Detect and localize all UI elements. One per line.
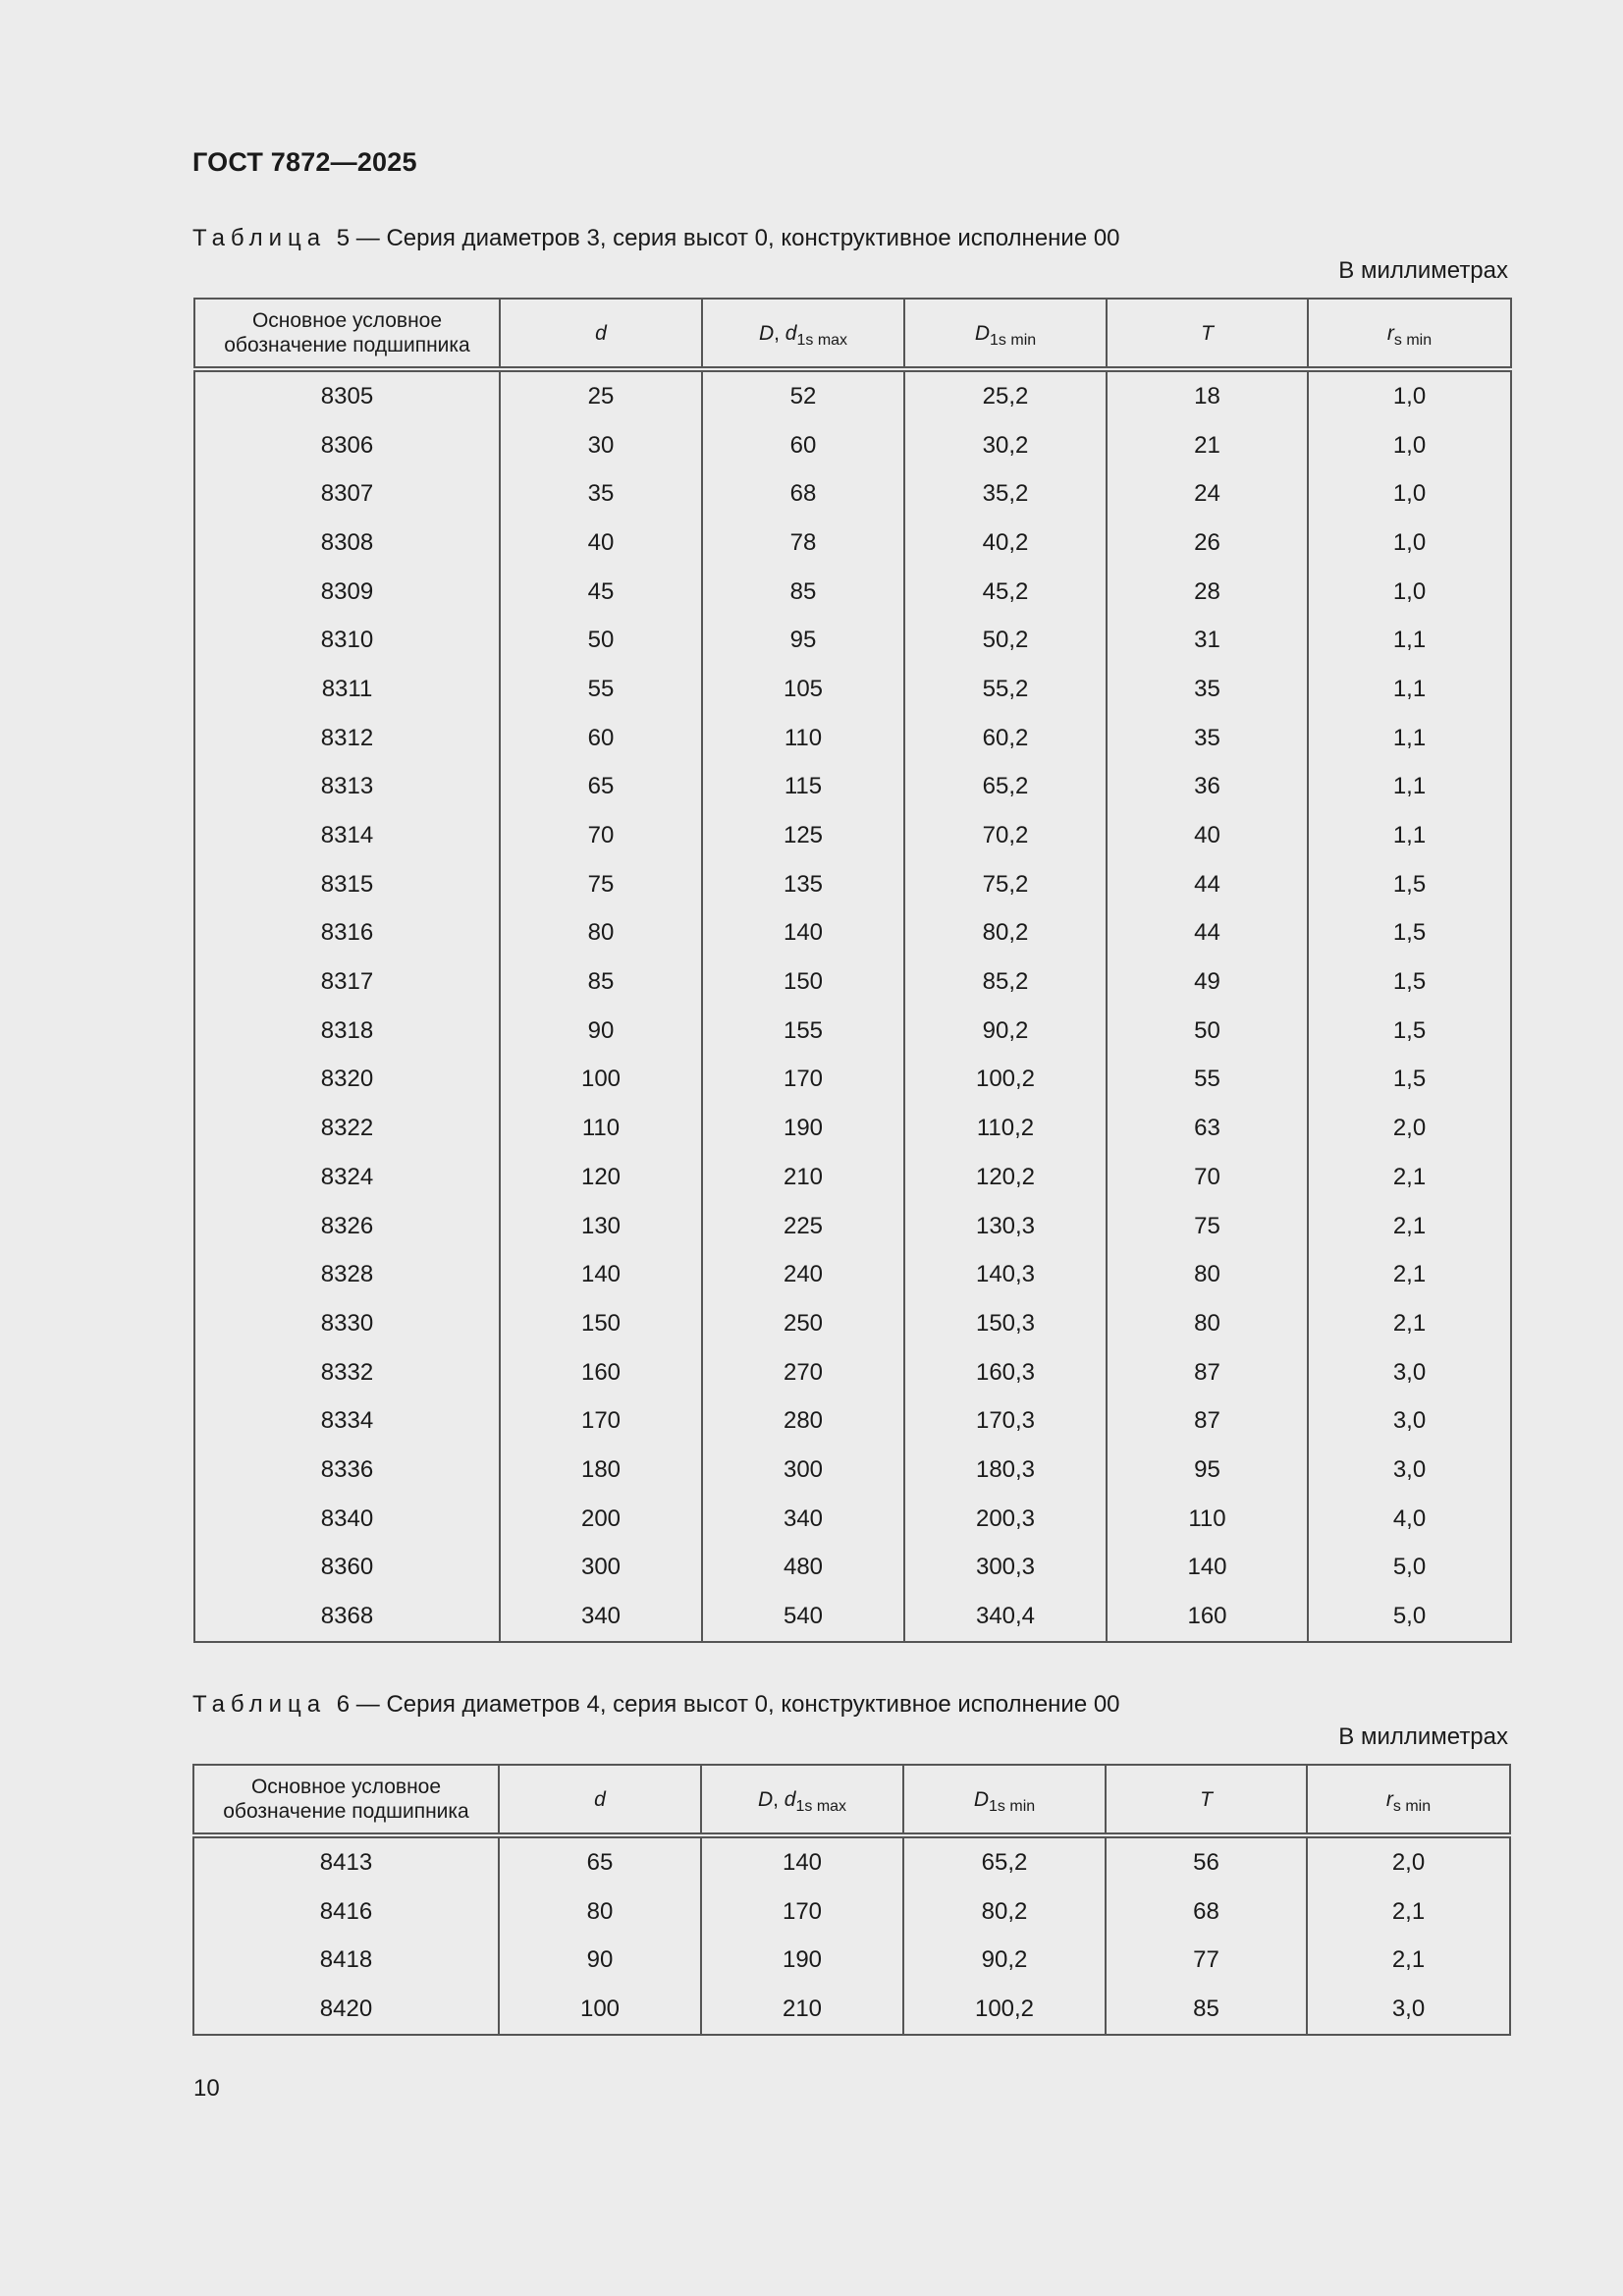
table-row — [193, 1835, 1510, 1887]
table-cell: 1,1 — [1308, 714, 1511, 763]
table-cell: 180 — [500, 1446, 702, 1495]
table-row — [194, 1544, 1511, 1593]
table-cell: 30 — [500, 421, 702, 470]
table-cell: 1,5 — [1308, 957, 1511, 1007]
table-6 — [192, 1764, 1511, 2036]
table-row — [194, 1348, 1511, 1397]
table-row — [193, 1936, 1510, 1985]
table-cell: 80 — [1107, 1250, 1308, 1299]
table-cell: 1,0 — [1308, 469, 1511, 519]
table-cell: 200,3 — [904, 1495, 1107, 1544]
table-cell: 250 — [702, 1299, 904, 1348]
table-6-caption-label: Таблица — [192, 1691, 327, 1718]
table-cell: 190 — [702, 1104, 904, 1153]
table-row — [194, 1250, 1511, 1299]
table-cell: 8420 — [193, 1985, 499, 2035]
table-cell: 56 — [1106, 1835, 1307, 1887]
table-cell: 35 — [500, 469, 702, 519]
table-cell: 8340 — [194, 1495, 500, 1544]
table-cell: 1,1 — [1308, 811, 1511, 860]
table-cell: 8306 — [194, 421, 500, 470]
table-row — [194, 1007, 1511, 1056]
table-cell: 8418 — [193, 1936, 499, 1985]
table-cell: 8316 — [194, 909, 500, 958]
table-cell: 65 — [499, 1835, 701, 1887]
table-cell: 18 — [1107, 369, 1308, 421]
table-cell: 1,5 — [1308, 1056, 1511, 1105]
table-cell: 60 — [702, 421, 904, 470]
table-cell: 50 — [500, 616, 702, 665]
table-cell: 2,1 — [1308, 1202, 1511, 1251]
table-cell: 200 — [500, 1495, 702, 1544]
table-cell: 180,3 — [904, 1446, 1107, 1495]
document-header: ГОСТ 7872—2025 — [192, 147, 417, 177]
table-cell: 65,2 — [904, 763, 1107, 812]
table-cell: 160,3 — [904, 1348, 1107, 1397]
table-row — [194, 1104, 1511, 1153]
table-cell: 8322 — [194, 1104, 500, 1153]
table-cell: 2,1 — [1308, 1153, 1511, 1202]
page-number: 10 — [193, 2075, 220, 2102]
table-cell: 8313 — [194, 763, 500, 812]
table-cell: 1,1 — [1308, 665, 1511, 714]
table-cell: 480 — [702, 1544, 904, 1593]
table-cell: 26 — [1107, 519, 1308, 568]
col-header-d: d — [500, 299, 702, 369]
table-cell: 1,0 — [1308, 421, 1511, 470]
table-row — [194, 369, 1511, 421]
col-header-D-d1s-max: D, $d_{1s max}$ — [701, 1765, 903, 1835]
table-cell: 8326 — [194, 1202, 500, 1251]
table-row — [194, 1495, 1511, 1544]
table-cell: 40 — [500, 519, 702, 568]
table-cell: 2,0 — [1308, 1104, 1511, 1153]
table-cell: 8314 — [194, 811, 500, 860]
table-cell: 55 — [1107, 1056, 1308, 1105]
table-cell: 25,2 — [904, 369, 1107, 421]
col-header-designation — [194, 299, 500, 369]
table-cell: 1,5 — [1308, 909, 1511, 958]
table-cell: 2,1 — [1308, 1299, 1511, 1348]
table-cell: 95 — [702, 616, 904, 665]
col-header-designation-text: Основное условное обозначение подшипника — [224, 309, 470, 356]
table-cell: 110 — [500, 1104, 702, 1153]
table-cell: 3,0 — [1308, 1396, 1511, 1446]
table-cell: 75 — [500, 860, 702, 909]
table-cell: 8334 — [194, 1396, 500, 1446]
table-cell: 8320 — [194, 1056, 500, 1105]
table-cell: 1,0 — [1308, 369, 1511, 421]
table-cell: 35 — [1107, 665, 1308, 714]
table-cell: 55 — [500, 665, 702, 714]
table-cell: 85,2 — [904, 957, 1107, 1007]
table-cell: 90,2 — [904, 1007, 1107, 1056]
col-header-D1s-min: $D_{1s min}$ — [904, 299, 1107, 369]
col-header-D1s-min: $D_{1s min}$ — [903, 1765, 1106, 1835]
table-row — [194, 469, 1511, 519]
table-cell: 1,1 — [1308, 763, 1511, 812]
table-cell: 60 — [500, 714, 702, 763]
table-cell: 140 — [701, 1835, 903, 1887]
table-cell: 150 — [702, 957, 904, 1007]
table-cell: 210 — [701, 1985, 903, 2035]
table-cell: 8309 — [194, 568, 500, 617]
table-cell: 31 — [1107, 616, 1308, 665]
table-cell: 8308 — [194, 519, 500, 568]
table-cell: 170,3 — [904, 1396, 1107, 1446]
table-cell: 8305 — [194, 369, 500, 421]
table-cell: 90 — [499, 1936, 701, 1985]
table-cell: 28 — [1107, 568, 1308, 617]
table-cell: 140 — [702, 909, 904, 958]
table-5 — [193, 298, 1512, 1643]
table-cell: 80 — [499, 1887, 701, 1937]
table-row — [194, 763, 1511, 812]
table-cell: 45,2 — [904, 568, 1107, 617]
table-5-caption-label: Таблица — [192, 225, 327, 251]
table-cell: 44 — [1107, 860, 1308, 909]
table-cell: 140,3 — [904, 1250, 1107, 1299]
table-cell: 8330 — [194, 1299, 500, 1348]
table-row — [194, 1299, 1511, 1348]
table-cell: 40 — [1107, 811, 1308, 860]
table-cell: 1,5 — [1308, 860, 1511, 909]
table-cell: 1,0 — [1308, 568, 1511, 617]
table-cell: 8324 — [194, 1153, 500, 1202]
table-cell: 70 — [1107, 1153, 1308, 1202]
table-cell: 125 — [702, 811, 904, 860]
table-cell: 190 — [701, 1936, 903, 1985]
col-header-d: d — [499, 1765, 701, 1835]
table-cell: 540 — [702, 1592, 904, 1642]
table-cell: 90,2 — [903, 1936, 1106, 1985]
table-cell: 30,2 — [904, 421, 1107, 470]
table-row — [194, 957, 1511, 1007]
table-row — [194, 665, 1511, 714]
table-cell: 1,1 — [1308, 616, 1511, 665]
table-cell: 63 — [1107, 1104, 1308, 1153]
table-cell: 8328 — [194, 1250, 500, 1299]
table-cell: 170 — [702, 1056, 904, 1105]
table-cell: 120,2 — [904, 1153, 1107, 1202]
table-cell: 340 — [702, 1495, 904, 1544]
col-header-T: T — [1106, 1765, 1307, 1835]
table-cell: 8360 — [194, 1544, 500, 1593]
table-cell: 210 — [702, 1153, 904, 1202]
table-cell: 340 — [500, 1592, 702, 1642]
table-cell: 4,0 — [1308, 1495, 1511, 1544]
table-cell: 52 — [702, 369, 904, 421]
table-row — [194, 714, 1511, 763]
table-cell: 8311 — [194, 665, 500, 714]
table-row — [194, 421, 1511, 470]
table-row — [194, 519, 1511, 568]
table-cell: 24 — [1107, 469, 1308, 519]
table-cell: 135 — [702, 860, 904, 909]
table-cell: 50,2 — [904, 616, 1107, 665]
table-cell: 45 — [500, 568, 702, 617]
table-cell: 150,3 — [904, 1299, 1107, 1348]
table-cell: 110,2 — [904, 1104, 1107, 1153]
table-cell: 110 — [702, 714, 904, 763]
table-cell: 1,5 — [1308, 1007, 1511, 1056]
table-cell: 3,0 — [1308, 1348, 1511, 1397]
table-cell: 2,1 — [1307, 1887, 1510, 1937]
table-cell: 120 — [500, 1153, 702, 1202]
table-cell: 100 — [499, 1985, 701, 2035]
table-cell: 8307 — [194, 469, 500, 519]
table-cell: 87 — [1107, 1348, 1308, 1397]
table-cell: 2,1 — [1307, 1936, 1510, 1985]
table-row — [194, 860, 1511, 909]
table-cell: 1,0 — [1308, 519, 1511, 568]
table-row — [194, 616, 1511, 665]
table-cell: 78 — [702, 519, 904, 568]
col-header-designation — [193, 1765, 499, 1835]
col-header-D-d1s-max: D, $d_{1s max}$ — [702, 299, 904, 369]
table-cell: 70,2 — [904, 811, 1107, 860]
table-row — [194, 1056, 1511, 1105]
table-cell: 150 — [500, 1299, 702, 1348]
table-cell: 40,2 — [904, 519, 1107, 568]
table-row — [194, 1153, 1511, 1202]
table-cell: 160 — [1107, 1592, 1308, 1642]
table-cell: 140 — [1107, 1544, 1308, 1593]
table-cell: 55,2 — [904, 665, 1107, 714]
table-cell: 8318 — [194, 1007, 500, 1056]
table-cell: 160 — [500, 1348, 702, 1397]
table-cell: 35,2 — [904, 469, 1107, 519]
col-header-designation-text: Основное условное обозначение подшипника — [223, 1776, 469, 1823]
table-cell: 100,2 — [904, 1056, 1107, 1105]
table-cell: 100,2 — [903, 1985, 1106, 2035]
table-cell: 140 — [500, 1250, 702, 1299]
table-6-caption-text: 6 — Серия диаметров 4, серия высот 0, конструктивное исполнение 00 — [330, 1691, 1120, 1718]
table-cell: 170 — [500, 1396, 702, 1446]
table-row — [194, 1202, 1511, 1251]
table-cell: 8315 — [194, 860, 500, 909]
table-row — [194, 568, 1511, 617]
table-row — [194, 909, 1511, 958]
table-cell: 5,0 — [1308, 1544, 1511, 1593]
table-cell: 155 — [702, 1007, 904, 1056]
table-cell: 80,2 — [903, 1887, 1106, 1937]
table-6-caption — [192, 1691, 1120, 1719]
table-cell: 130 — [500, 1202, 702, 1251]
table-cell: 8336 — [194, 1446, 500, 1495]
table-cell: 68 — [702, 469, 904, 519]
table-row — [194, 1592, 1511, 1642]
table-cell: 77 — [1106, 1936, 1307, 1985]
table-cell: 300,3 — [904, 1544, 1107, 1593]
table-cell: 36 — [1107, 763, 1308, 812]
table-5-caption-text: 5 — Серия диаметров 3, серия высот 0, конструктивное исполнение 00 — [330, 225, 1120, 251]
table-cell: 8332 — [194, 1348, 500, 1397]
table-cell: 170 — [701, 1887, 903, 1937]
table-cell: 225 — [702, 1202, 904, 1251]
table-cell: 8310 — [194, 616, 500, 665]
table-cell: 80,2 — [904, 909, 1107, 958]
table-cell: 2,0 — [1307, 1835, 1510, 1887]
table-5-caption — [192, 225, 1120, 252]
table-cell: 90 — [500, 1007, 702, 1056]
table-cell: 80 — [1107, 1299, 1308, 1348]
table-cell: 75,2 — [904, 860, 1107, 909]
table-cell: 87 — [1107, 1396, 1308, 1446]
table-cell: 85 — [702, 568, 904, 617]
table-cell: 25 — [500, 369, 702, 421]
table-cell: 340,4 — [904, 1592, 1107, 1642]
table-cell: 130,3 — [904, 1202, 1107, 1251]
table-5-units: В миллиметрах — [1338, 257, 1508, 284]
table-cell: 50 — [1107, 1007, 1308, 1056]
table-cell: 21 — [1107, 421, 1308, 470]
table-cell: 70 — [500, 811, 702, 860]
table-cell: 35 — [1107, 714, 1308, 763]
table-cell: 240 — [702, 1250, 904, 1299]
table-row — [194, 1396, 1511, 1446]
table-cell: 60,2 — [904, 714, 1107, 763]
table-cell: 65,2 — [903, 1835, 1106, 1887]
table-row — [194, 811, 1511, 860]
table-header-row — [193, 1765, 1510, 1835]
table-cell: 270 — [702, 1348, 904, 1397]
table-cell: 105 — [702, 665, 904, 714]
col-header-rs-min: $r_{s min}$ — [1307, 1765, 1510, 1835]
col-header-rs-min: $r_{s min}$ — [1308, 299, 1511, 369]
table-cell: 95 — [1107, 1446, 1308, 1495]
table-cell: 49 — [1107, 957, 1308, 1007]
table-cell: 8368 — [194, 1592, 500, 1642]
table-header-row — [194, 299, 1511, 369]
table-cell: 110 — [1107, 1495, 1308, 1544]
table-cell: 8413 — [193, 1835, 499, 1887]
table-cell: 3,0 — [1307, 1985, 1510, 2035]
table-row — [193, 1985, 1510, 2035]
table-cell: 3,0 — [1308, 1446, 1511, 1495]
table-row — [193, 1887, 1510, 1937]
table-cell: 80 — [500, 909, 702, 958]
table-cell: 2,1 — [1308, 1250, 1511, 1299]
table-cell: 300 — [500, 1544, 702, 1593]
table-cell: 8317 — [194, 957, 500, 1007]
table-6-units: В миллиметрах — [1338, 1723, 1508, 1750]
table-cell: 65 — [500, 763, 702, 812]
table-cell: 5,0 — [1308, 1592, 1511, 1642]
table-cell: 8312 — [194, 714, 500, 763]
table-cell: 85 — [1106, 1985, 1307, 2035]
table-cell: 280 — [702, 1396, 904, 1446]
table-cell: 100 — [500, 1056, 702, 1105]
table-row — [194, 1446, 1511, 1495]
table-cell: 115 — [702, 763, 904, 812]
table-cell: 44 — [1107, 909, 1308, 958]
table-cell: 8416 — [193, 1887, 499, 1937]
col-header-T: T — [1107, 299, 1308, 369]
table-cell: 68 — [1106, 1887, 1307, 1937]
table-cell: 85 — [500, 957, 702, 1007]
table-cell: 75 — [1107, 1202, 1308, 1251]
table-cell: 300 — [702, 1446, 904, 1495]
